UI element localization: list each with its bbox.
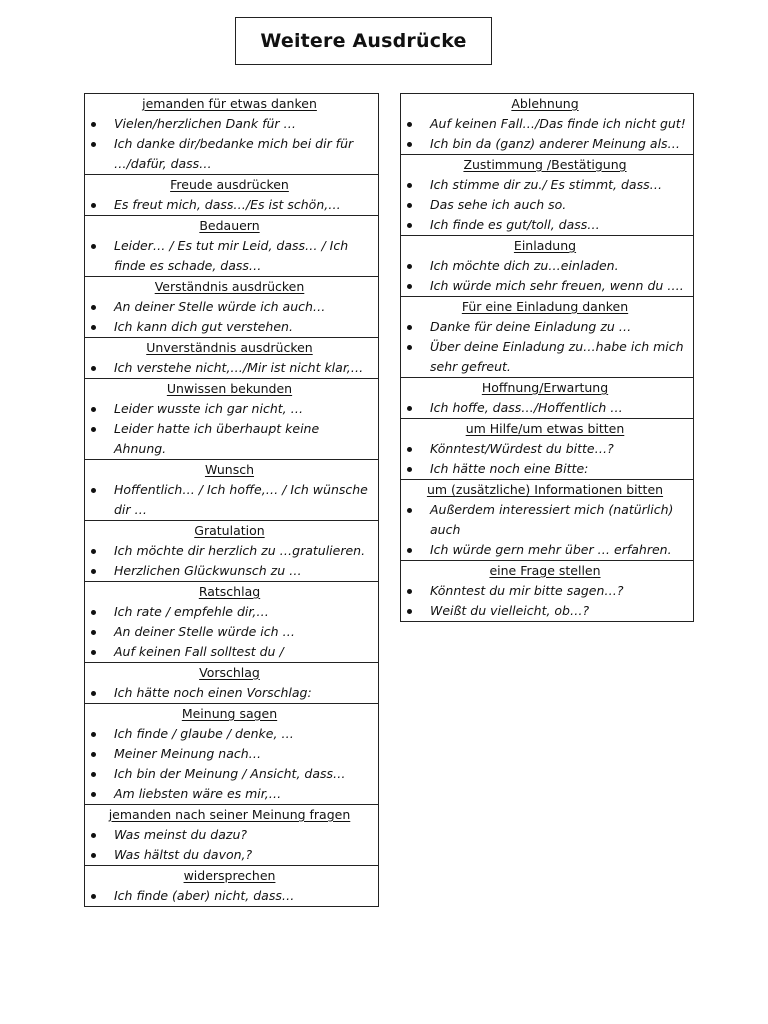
section-unwissen-bekunden (85, 378, 378, 459)
expression-item: An deiner Stelle würde ich … (85, 622, 374, 642)
expression-item: Ich kann dich gut verstehen. (85, 317, 374, 337)
section-heading-text: jemanden für etwas danken (142, 96, 317, 111)
expression-item: Leider wusste ich gar nicht, … (85, 399, 374, 419)
expression-item: An deiner Stelle würde ich auch… (85, 297, 374, 317)
expression-item: Auf keinen Fall…/Das finde ich nicht gut! (401, 114, 689, 134)
section-heading-text: Gratulation (194, 523, 265, 538)
section-heading (85, 663, 374, 683)
expression-list (85, 114, 374, 174)
section-um-zusaetzliche-informationen-bitten (401, 479, 693, 560)
left-expression-column (84, 93, 379, 907)
section-heading-text: Einladung (513, 238, 577, 253)
section-heading-text: um Hilfe/um etwas bitten (465, 421, 625, 436)
expression-item: Vielen/herzlichen Dank für … (85, 114, 374, 134)
section-jemanden-fuer-etwas-danken (85, 94, 378, 174)
expression-item: Ich hätte noch einen Vorschlag: (85, 683, 374, 703)
section-jemanden-nach-seiner-meinung-fragen (85, 804, 378, 865)
section-meinung-sagen (85, 703, 378, 804)
section-heading-text: Bedauern (199, 218, 260, 233)
section-wunsch (85, 459, 378, 520)
section-heading (85, 460, 374, 480)
expression-item: Danke für deine Einladung zu … (401, 317, 689, 337)
section-eine-frage-stellen (401, 560, 693, 621)
expression-item: Ich bin der Meinung / Ansicht, dass… (85, 764, 374, 784)
section-heading-text: Wunsch (204, 462, 255, 477)
expression-item: Ich verstehe nicht,…/Mir ist nicht klar,… (85, 358, 374, 378)
section-ratschlag (85, 581, 378, 662)
section-einladung (401, 235, 693, 296)
expression-item: Ich finde / glaube / denke, … (85, 724, 374, 744)
expression-item: Am liebsten wäre es mir,… (85, 784, 374, 804)
section-heading-text: eine Frage stellen (489, 563, 601, 578)
expression-item: Könntest du mir bitte sagen…? (401, 581, 689, 601)
expression-item: Weißt du vielleicht, ob…? (401, 601, 689, 621)
expression-item: Das sehe ich auch so. (401, 195, 689, 215)
section-fuer-eine-einladung-danken (401, 296, 693, 377)
expression-list (85, 297, 374, 337)
section-heading (85, 805, 374, 825)
expression-list (401, 114, 689, 154)
section-heading-text: Hoffnung/Erwartung (481, 380, 609, 395)
expression-item: Ich würde gern mehr über … erfahren. (401, 540, 689, 560)
section-um-hilfe-um-etwas-bitten (401, 418, 693, 479)
expression-list (85, 358, 374, 378)
section-gratulation (85, 520, 378, 581)
expression-list (401, 256, 689, 296)
expression-list (85, 195, 374, 215)
section-zustimmung-bestaetigung (401, 154, 693, 235)
expression-list (401, 317, 689, 377)
page-title-text: Weitere Ausdrücke (260, 30, 467, 52)
expression-item: Ich möchte dir herzlich zu …gratulieren. (85, 541, 374, 561)
expression-item: Ich stimme dir zu./ Es stimmt, dass… (401, 175, 689, 195)
expression-item: Außerdem interessiert mich (natürlich) auch (401, 500, 689, 540)
expression-item: Ich hoffe, dass…/Hoffentlich … (401, 398, 689, 418)
section-heading-text: Unverständnis ausdrücken (146, 340, 313, 355)
section-heading (401, 378, 689, 398)
section-heading-text: Für eine Einladung danken (461, 299, 629, 314)
expression-list (401, 175, 689, 235)
section-heading-text: widersprechen (183, 868, 276, 883)
expression-item: Ich möchte dich zu…einladen. (401, 256, 689, 276)
expression-list (85, 886, 374, 906)
expression-item: Leider… / Es tut mir Leid, dass… / Ich finde es schade, dass… (85, 236, 374, 276)
section-heading (85, 379, 374, 399)
expression-item: Ich rate / empfehle dir,… (85, 602, 374, 622)
section-heading (85, 704, 374, 724)
section-heading (401, 419, 689, 439)
section-heading (85, 521, 374, 541)
expression-item: Ich hätte noch eine Bitte: (401, 459, 689, 479)
page-title (235, 17, 492, 65)
section-heading (401, 236, 689, 256)
expression-list (85, 399, 374, 459)
expression-item: Leider hatte ich überhaupt keine Ahnung. (85, 419, 374, 459)
expression-list (401, 439, 689, 479)
expression-list (401, 398, 689, 418)
section-heading-text: Verständnis ausdrücken (154, 279, 305, 294)
section-heading (401, 155, 689, 175)
section-unverstaendnis-ausdruecken (85, 337, 378, 378)
section-heading (85, 338, 374, 358)
expression-item: Ich finde es gut/toll, dass… (401, 215, 689, 235)
section-heading (401, 94, 689, 114)
section-heading-text: Zustimmung /Bestätigung (463, 157, 627, 172)
expression-list (85, 825, 374, 865)
section-heading (85, 216, 374, 236)
section-hoffnung-erwartung (401, 377, 693, 418)
expression-item: Über deine Einladung zu…habe ich mich sehr gefreut. (401, 337, 689, 377)
section-heading (401, 297, 689, 317)
expression-list (85, 541, 374, 581)
section-heading (85, 277, 374, 297)
expression-item: Hoffentlich… / Ich hoffe,… / Ich wünsche dir … (85, 480, 374, 520)
expression-item: Könntest/Würdest du bitte…? (401, 439, 689, 459)
expression-list (401, 581, 689, 621)
section-verstaendnis-ausdruecken (85, 276, 378, 337)
section-heading-text: Ratschlag (198, 584, 261, 599)
expression-list (85, 236, 374, 276)
section-heading-text: Vorschlag (199, 665, 260, 680)
section-freude-ausdruecken (85, 174, 378, 215)
expression-item: Was hältst du davon,? (85, 845, 374, 865)
section-heading-text: um (zusätzliche) Informationen bitten (426, 482, 664, 497)
section-widersprechen (85, 865, 378, 906)
section-heading-text: Meinung sagen (181, 706, 278, 721)
expression-item: Ich würde mich sehr freuen, wenn du …. (401, 276, 689, 296)
section-heading-text: jemanden nach seiner Meinung fragen (108, 807, 351, 822)
expression-list (85, 480, 374, 520)
section-heading (85, 866, 374, 886)
expression-item: Ich danke dir/bedanke mich bei dir für …/dafür, dass… (85, 134, 374, 174)
expression-list (85, 683, 374, 703)
expression-list (85, 724, 374, 804)
expression-item: Was meinst du dazu? (85, 825, 374, 845)
section-heading-text: Freude ausdrücken (170, 177, 289, 192)
expression-list (85, 602, 374, 662)
right-expression-column (400, 93, 694, 622)
expression-item: Auf keinen Fall solltest du / (85, 642, 374, 662)
section-heading (85, 582, 374, 602)
expression-item: Ich bin da (ganz) anderer Meinung als… (401, 134, 689, 154)
section-heading (401, 480, 689, 500)
section-heading-text: Ablehnung (511, 96, 579, 111)
expression-item: Es freut mich, dass…/Es ist schön,… (85, 195, 374, 215)
expression-item: Herzlichen Glückwunsch zu … (85, 561, 374, 581)
section-vorschlag (85, 662, 378, 703)
section-heading (85, 94, 374, 114)
section-heading-text: Unwissen bekunden (166, 381, 293, 396)
expression-item: Ich finde (aber) nicht, dass… (85, 886, 374, 906)
section-heading (85, 175, 374, 195)
expression-item: Meiner Meinung nach… (85, 744, 374, 764)
section-bedauern (85, 215, 378, 276)
section-heading (401, 561, 689, 581)
expression-list (401, 500, 689, 560)
section-ablehnung (401, 94, 693, 154)
